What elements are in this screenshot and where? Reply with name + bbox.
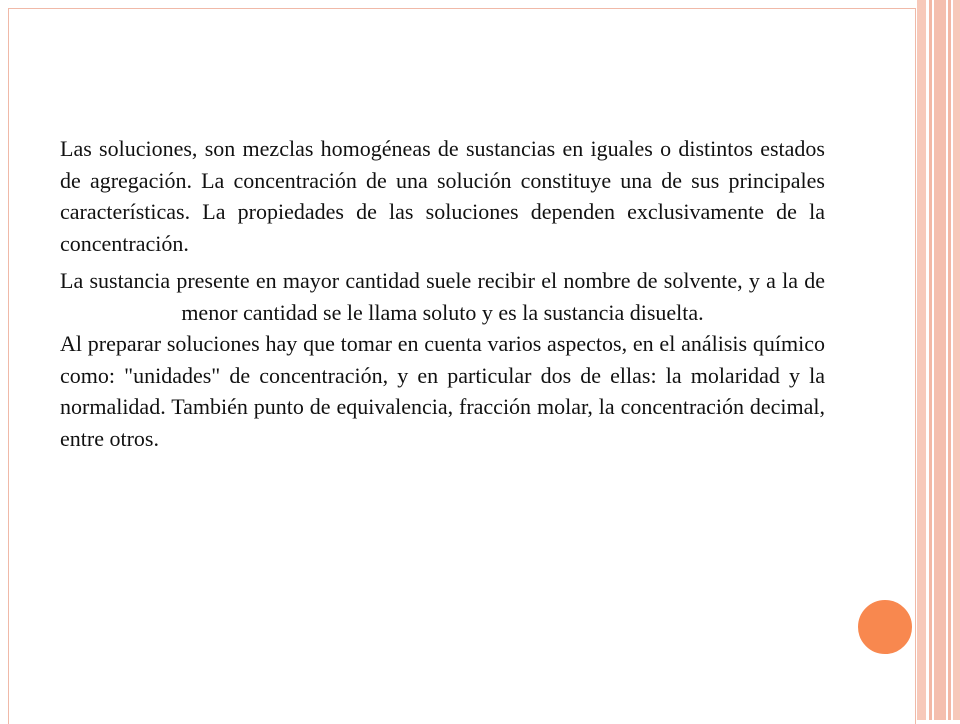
right-stripe-decoration: [917, 0, 960, 720]
paragraph-preparation: Al preparar soluciones hay que tomar en cuenta varios aspectos, en el análisis químico como: "unidades" de concentración, y en particular dos de ellas: la molaridad y la normalidad. También punto de equivalencia, fracción molar, la concentración decimal, entre otros.: [60, 331, 825, 451]
accent-circle: [855, 597, 915, 657]
stripe: [934, 0, 946, 720]
stripe: [953, 0, 960, 720]
stripe: [917, 0, 926, 720]
paragraph-solvent-solute: La sustancia presente en mayor cantidad suele recibir el nombre de solvente, y a la de menor cantidad se le llama soluto y es la sustancia disuelta.: [60, 268, 825, 325]
slide-body: [60, 133, 825, 454]
paragraph-definition: Las soluciones, son mezclas homogéneas de sustancias en iguales o distintos estados de agregación. La concentración de una solución constituye una de sus principales características. La propiedades de las soluciones dependen exclusivamente de la concentración.: [60, 136, 825, 256]
stripe: [929, 0, 932, 720]
stripe: [948, 0, 951, 720]
